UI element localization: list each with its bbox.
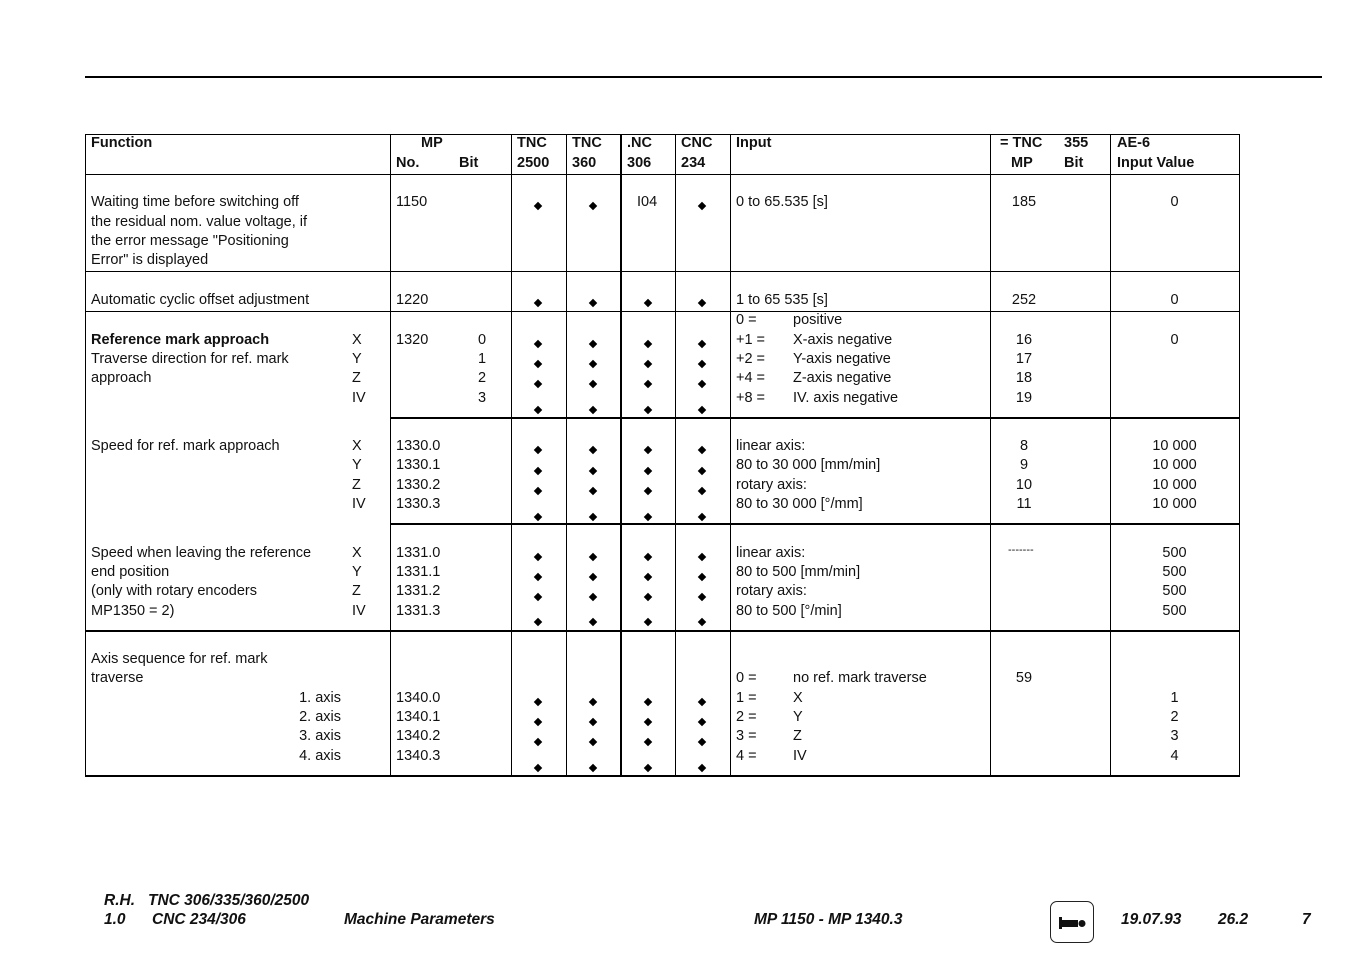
row3-bit: 3 (478, 390, 487, 406)
diamond-marker (644, 360, 652, 368)
machine-symbol-svg (1051, 902, 1092, 941)
row4-tnc355: 11 (1016, 496, 1032, 512)
row6-tnc355: 59 (1015, 670, 1033, 686)
machine-symbol-icon (1050, 901, 1094, 943)
row5-axis: Y (352, 564, 362, 580)
row5-mp: 1331.1 (396, 564, 441, 580)
diamond-marker (644, 553, 652, 561)
row1-function: the error message "Positioning (91, 233, 289, 249)
diamond-marker (534, 513, 542, 521)
row5-function: (only with rotary encoders (91, 583, 258, 599)
header-tnc360: TNC (572, 135, 602, 151)
row3-input-text: Z-axis negative (793, 370, 892, 386)
diamond-marker (698, 467, 706, 475)
row-separator (85, 630, 1240, 632)
diamond-marker (644, 487, 652, 495)
col-line-tnc360 (566, 134, 567, 776)
header-nc306: .NC (627, 135, 652, 151)
row2-ae6: 0 (1170, 292, 1179, 308)
row6-axis-label: 4. axis (299, 748, 341, 764)
diamond-marker (534, 698, 542, 706)
diamond-marker (534, 299, 542, 307)
footer-version: 1.0 (104, 911, 126, 928)
diamond-marker (589, 573, 597, 581)
diamond-marker (644, 618, 652, 626)
row6-mp: 1340.0 (396, 690, 441, 706)
diamond-marker (698, 340, 706, 348)
diamond-marker (698, 553, 706, 561)
row3-tnc355: 17 (1015, 351, 1033, 367)
row-separator (390, 417, 1240, 419)
diamond-marker (589, 446, 597, 454)
col-line-mp (390, 134, 391, 776)
footer-author: R.H. (104, 892, 135, 909)
row6-input-code: 2 = (736, 709, 757, 725)
row4-input: 80 to 30 000 [mm/min] (736, 457, 881, 473)
diamond-marker (589, 467, 597, 475)
diamond-marker (589, 406, 597, 414)
row6-input-code: 1 = (736, 690, 757, 706)
row6-input-code: 4 = (736, 748, 757, 764)
diamond-marker (589, 764, 597, 772)
diamond-marker (698, 299, 706, 307)
row3-tnc355: 18 (1015, 370, 1033, 386)
header-no: No. (396, 155, 420, 171)
row3-function: Traverse direction for ref. mark (91, 351, 289, 367)
row3-title: Reference mark approach (91, 332, 270, 348)
row5-input: linear axis: (736, 545, 806, 561)
diamond-marker (534, 553, 542, 561)
row4-mp: 1330.2 (396, 477, 441, 493)
diamond-marker (589, 299, 597, 307)
header-separator (85, 174, 1240, 175)
row5-ae6: 500 (1162, 603, 1187, 619)
diamond-marker (644, 738, 652, 746)
diamond-marker (698, 698, 706, 706)
header-function: Function (91, 135, 153, 151)
footer-revision: 26.2 (1218, 911, 1249, 928)
table-border-bottom (85, 775, 1240, 777)
row3-input-text: Y-axis negative (793, 351, 891, 367)
row6-input-text: X (793, 690, 803, 706)
header-cnc234-num: 234 (681, 155, 706, 171)
row5-tnc355: ------- (1008, 544, 1034, 556)
row1-function: the residual nom. value voltage, if (91, 214, 308, 230)
row5-input: rotary axis: (736, 583, 807, 599)
diamond-marker (698, 618, 706, 626)
header-tnc355-num: 355 (1064, 135, 1089, 151)
diamond-marker (644, 340, 652, 348)
row6-input-text: IV (793, 748, 807, 764)
row3-input-code: +4 = (736, 370, 766, 386)
diamond-marker (589, 202, 597, 210)
diamond-marker (698, 764, 706, 772)
diamond-marker (698, 573, 706, 581)
diamond-marker (589, 593, 597, 601)
diamond-marker (534, 593, 542, 601)
diamond-marker (589, 698, 597, 706)
diamond-marker (644, 446, 652, 454)
row3-input-code: 0 = (736, 312, 757, 328)
row4-mp: 1330.1 (396, 457, 441, 473)
row5-mp: 1331.0 (396, 545, 441, 561)
row4-axis: Y (352, 457, 362, 473)
header-ae6-value: Input Value (1117, 155, 1195, 171)
row6-axis-label: 3. axis (299, 728, 341, 744)
row5-function: end position (91, 564, 170, 580)
row4-ae6: 10 000 (1152, 457, 1197, 473)
table-border-left (85, 134, 86, 776)
row5-mp: 1331.3 (396, 603, 441, 619)
row6-input-text: Z (793, 728, 802, 744)
row6-ae6: 4 (1170, 748, 1179, 764)
row3-input-text: positive (793, 312, 843, 328)
row4-input: rotary axis: (736, 477, 807, 493)
row3-mp: 1320 (396, 332, 429, 348)
header-tnc360-num: 360 (572, 155, 597, 171)
diamond-marker (534, 446, 542, 454)
diamond-marker (534, 718, 542, 726)
row6-input-code: 0 = (736, 670, 757, 686)
row3-bit: 2 (478, 370, 487, 386)
row1-function: Waiting time before switching off (91, 194, 299, 210)
diamond-marker (534, 764, 542, 772)
table-border-right (1239, 134, 1240, 776)
row5-axis: Z (352, 583, 361, 599)
diamond-marker (644, 593, 652, 601)
row3-input-code: +2 = (736, 351, 766, 367)
diamond-marker (644, 380, 652, 388)
diamond-marker (698, 380, 706, 388)
row4-axis: IV (352, 496, 366, 512)
row5-function: Speed when leaving the reference (91, 545, 312, 561)
row5-ae6: 500 (1162, 564, 1187, 580)
diamond-marker (534, 467, 542, 475)
diamond-marker (589, 718, 597, 726)
diamond-marker (589, 618, 597, 626)
row2-mp: 1220 (396, 292, 429, 308)
row4-tnc355: 10 (1015, 477, 1033, 493)
row6-input-text: Y (793, 709, 803, 725)
row1-ae6: 0 (1170, 194, 1179, 210)
diamond-marker (644, 513, 652, 521)
row3-ae6: 0 (1170, 332, 1179, 348)
row3-input-text: IV. axis negative (793, 390, 899, 406)
diamond-marker (589, 340, 597, 348)
page-number: 7 (1302, 911, 1311, 928)
row1-nc306: I04 (637, 194, 658, 210)
row5-axis: IV (352, 603, 366, 619)
row3-axis: X (352, 332, 362, 348)
col-line-input (730, 134, 731, 776)
row4-axis: Z (352, 477, 361, 493)
diamond-marker (534, 738, 542, 746)
row4-tnc355: 9 (1019, 457, 1029, 473)
row6-mp: 1340.3 (396, 748, 441, 764)
row4-input: linear axis: (736, 438, 806, 454)
footer-range: MP 1150 - MP 1340.3 (754, 911, 903, 928)
diamond-marker (644, 764, 652, 772)
diamond-marker (589, 513, 597, 521)
diamond-marker (534, 340, 542, 348)
diamond-marker (534, 360, 542, 368)
header-tnc355-bit: Bit (1064, 155, 1084, 171)
diamond-marker (589, 380, 597, 388)
row2-function: Automatic cyclic offset adjustment (91, 292, 310, 308)
row6-axis-label: 1. axis (299, 690, 341, 706)
row3-input-text: X-axis negative (793, 332, 893, 348)
row6-ae6: 3 (1170, 728, 1179, 744)
header-tnc2500: TNC (517, 135, 547, 151)
row6-function: traverse (91, 670, 144, 686)
diamond-marker (698, 446, 706, 454)
row1-input: 0 to 65.535 [s] (736, 194, 828, 210)
row4-function: Speed for ref. mark approach (91, 438, 280, 454)
header-tnc2500-num: 2500 (517, 155, 550, 171)
diamond-marker (644, 573, 652, 581)
diamond-marker (644, 467, 652, 475)
footer-section: Machine Parameters (344, 911, 495, 928)
top-rule (85, 76, 1322, 78)
row4-ae6: 10 000 (1152, 477, 1197, 493)
diamond-marker (534, 487, 542, 495)
diamond-marker (644, 698, 652, 706)
row6-input-text: no ref. mark traverse (793, 670, 927, 686)
row6-axis-label: 2. axis (299, 709, 341, 725)
row5-input: 80 to 500 [mm/min] (736, 564, 861, 580)
row3-axis: Y (352, 351, 362, 367)
diamond-marker (589, 360, 597, 368)
diamond-marker (698, 513, 706, 521)
header-bit: Bit (459, 155, 479, 171)
row-separator (85, 271, 1240, 272)
diamond-marker (698, 487, 706, 495)
header-input: Input (736, 135, 772, 151)
row4-mp: 1330.3 (396, 496, 441, 512)
col-line-nc306 (620, 134, 622, 776)
row3-tnc355: 16 (1015, 332, 1033, 348)
row5-function: MP1350 = 2) (91, 603, 175, 619)
row3-bit: 1 (478, 351, 487, 367)
row5-input: 80 to 500 [°/min] (736, 603, 842, 619)
row4-input: 80 to 30 000 [°/mm] (736, 496, 863, 512)
row3-bit: 0 (478, 332, 487, 348)
row6-mp: 1340.2 (396, 728, 441, 744)
diamond-marker (534, 380, 542, 388)
header-mp: MP (421, 135, 443, 151)
diamond-marker (589, 553, 597, 561)
row3-axis: Z (352, 370, 361, 386)
diamond-marker (698, 738, 706, 746)
diamond-marker (534, 202, 542, 210)
footer-models: TNC 306/335/360/2500 (148, 892, 310, 909)
row3-input-code: +1 = (736, 332, 766, 348)
row6-ae6: 1 (1170, 690, 1179, 706)
row2-input: 1 to 65 535 [s] (736, 292, 828, 308)
row1-mp: 1150 (396, 194, 428, 210)
row5-mp: 1331.2 (396, 583, 441, 599)
col-line-cnc234 (675, 134, 676, 776)
header-cnc234: CNC (681, 135, 713, 151)
footer-date: 19.07.93 (1121, 911, 1182, 928)
diamond-marker (644, 718, 652, 726)
diamond-marker (534, 618, 542, 626)
row4-mp: 1330.0 (396, 438, 441, 454)
diamond-marker (589, 738, 597, 746)
header-ae6: AE-6 (1117, 135, 1151, 151)
row3-tnc355: 19 (1015, 390, 1033, 406)
row-separator (85, 311, 1240, 312)
diamond-marker (644, 406, 652, 414)
row6-ae6: 2 (1170, 709, 1179, 725)
row5-ae6: 500 (1162, 545, 1187, 561)
diamond-marker (698, 718, 706, 726)
row2-tnc355: 252 (1011, 292, 1037, 308)
row1-function: Error" is displayed (91, 252, 209, 268)
diamond-marker (698, 406, 706, 414)
row1-tnc355: 185 (1011, 194, 1037, 210)
header-nc306-num: 306 (627, 155, 652, 171)
row4-ae6: 10 000 (1152, 438, 1197, 454)
row6-function: Axis sequence for ref. mark (91, 651, 268, 667)
row3-input-code: +8 = (736, 390, 766, 406)
diamond-marker (698, 202, 706, 210)
diamond-marker (534, 406, 542, 414)
row4-axis: X (352, 438, 362, 454)
row4-ae6: 10 000 (1152, 496, 1197, 512)
header-tnc355: = TNC (1000, 135, 1043, 151)
diamond-marker (534, 573, 542, 581)
diamond-marker (698, 593, 706, 601)
header-tnc355-mp: MP (1011, 155, 1033, 171)
footer-cnc: CNC 234/306 (152, 911, 246, 928)
row4-tnc355: 8 (1019, 438, 1029, 454)
row6-mp: 1340.1 (396, 709, 441, 725)
row-separator (390, 523, 1240, 525)
diamond-marker (698, 360, 706, 368)
row6-input-code: 3 = (736, 728, 757, 744)
diamond-marker (589, 487, 597, 495)
col-line-tnc2500 (511, 134, 512, 776)
row3-function: approach (91, 370, 152, 386)
row5-axis: X (352, 545, 362, 561)
row3-axis: IV (352, 390, 366, 406)
diamond-marker (644, 299, 652, 307)
row5-ae6: 500 (1162, 583, 1187, 599)
